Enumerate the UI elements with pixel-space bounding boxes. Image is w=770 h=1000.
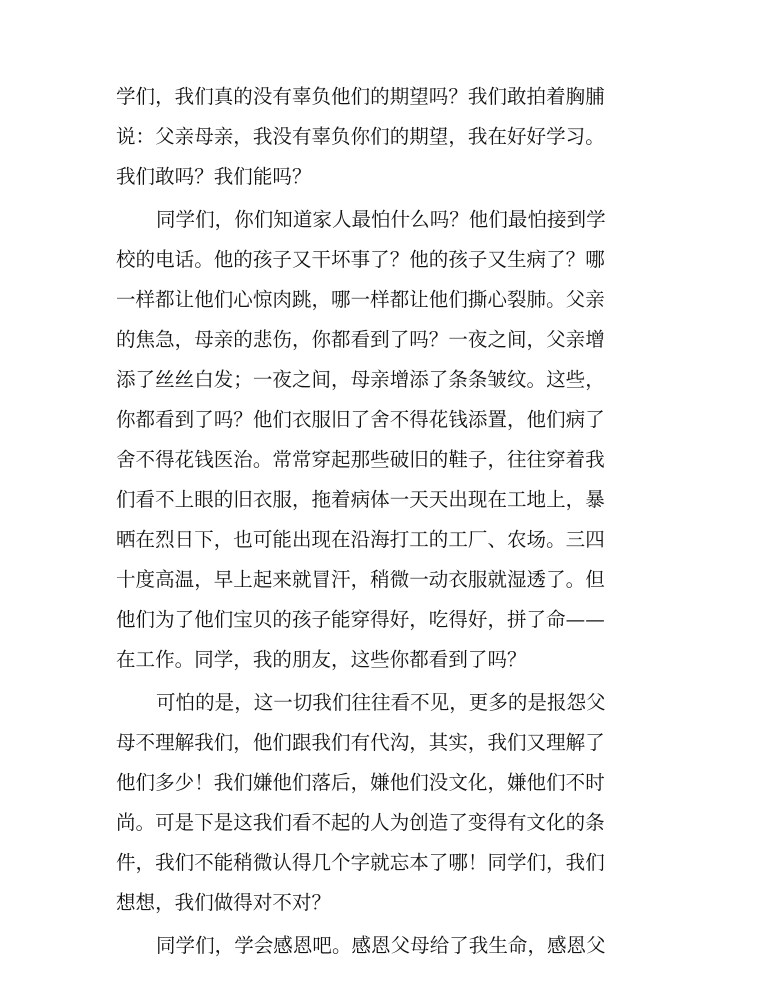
text-line: 想想，我们做得对不对？ [116,891,332,914]
text-line: 一样都让他们心惊肉跳，哪一样都让他们撕心裂肺。父亲 [116,288,605,311]
text-line: 晒在烈日下，也可能出现在沿海打工的工厂、农场。三四 [116,528,605,551]
text-line: 你都看到了吗？他们衣服旧了舍不得花钱添置，他们病了 [116,408,605,431]
text-line: 在工作。同学，我的朋友，这些你都看到了吗？ [116,648,527,671]
text-line: 舍不得花钱医治。常常穿起那些破旧的鞋子，往往穿着我 [116,448,605,471]
text-line: 他们多少！我们嫌他们落后，嫌他们没文化，嫌他们不时 [116,771,605,794]
text-line: 我们敢吗？我们能吗？ [116,165,312,188]
text-line: 件，我们不能稍微认得几个字就忘本了哪！同学们，我们 [116,851,605,874]
text-line: 校的电话。他的孩子又干坏事了？他的孩子又生病了？哪 [116,248,605,271]
text-line: 尚。可是下是这我们看不起的人为创造了变得有文化的条 [116,811,605,834]
text-line: 母不理解我们，他们跟我们有代沟，其实，我们又理解了 [116,731,605,754]
text-line: 们看不上眼的旧衣服，拖着病体一天天出现在工地上，暴 [116,488,605,511]
text-line: 十度高温，早上起来就冒汗，稍微一动衣服就湿透了。但 [116,568,605,591]
text-line: 说：父亲母亲，我没有辜负你们的期望，我在好好学习。 [116,125,605,148]
paragraph-first-line: 同学们，学会感恩吧。感恩父母给了我生命，感恩父 [156,934,606,957]
paragraph-first-line: 同学们，你们知道家人最怕什么吗？他们最怕接到学 [156,208,606,231]
text-line: 他们为了他们宝贝的孩子能穿得好，吃得好，拼了命—— [116,608,605,631]
paragraph-first-line: 可怕的是，这一切我们往往看不见，更多的是报怨父 [156,691,606,714]
text-line: 学们，我们真的没有辜负他们的期望吗？我们敢拍着胸脯 [116,85,605,108]
text-line: 的焦急，母亲的悲伤，你都看到了吗？一夜之间，父亲增 [116,328,605,351]
text-line: 添了丝丝白发；一夜之间，母亲增添了条条皱纹。这些， [116,368,605,391]
